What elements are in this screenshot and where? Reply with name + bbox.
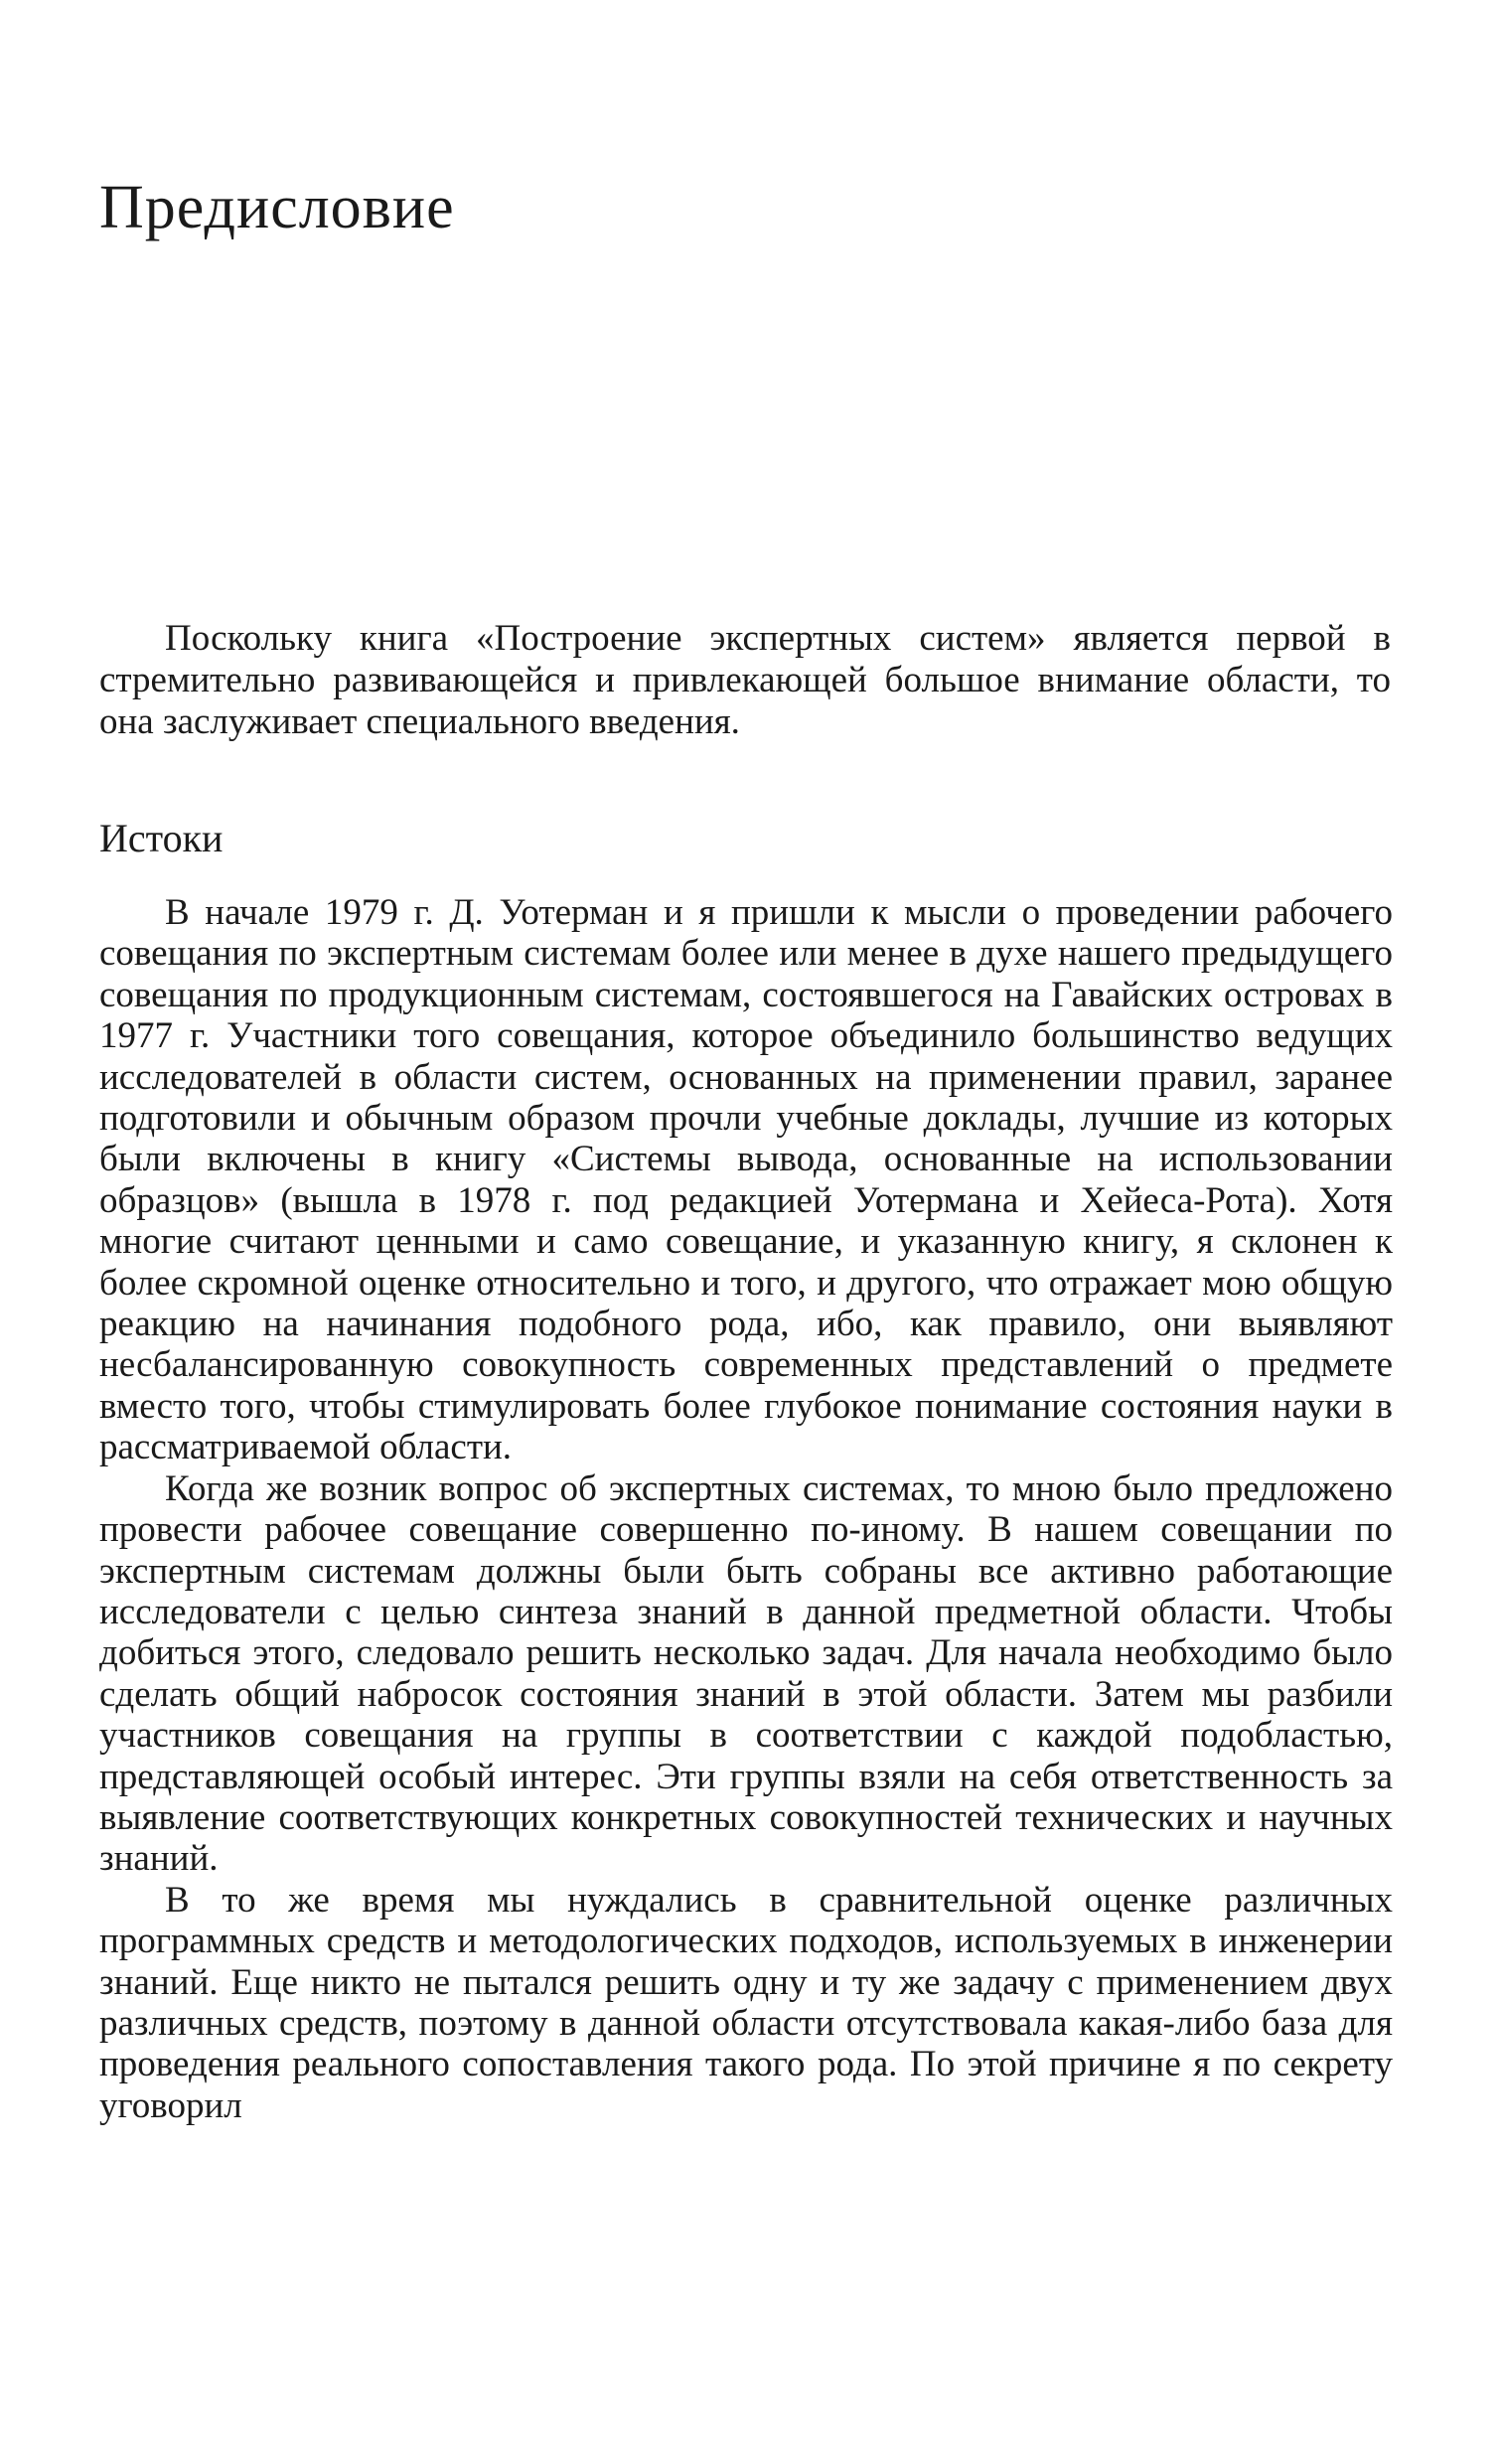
section-heading: Истоки xyxy=(99,816,224,860)
paragraph-1: В начале 1979 г. Д. Уотерман и я пришли к мысли о проведении рабочего совещания по экспертным системам более или менее в духе нашего предыдущего совещания по продукционным системам, состоявшегося на Гавайских островах в 1977 г. Участники того совещания, которое объединило большинство ведущих исследователей в области систем, основанных на применении правил, заранее подготовили и обычным образом прочли учебные доклады, лучшие из которых были включены в книгу «Системы вывода, основанные на использовании образцов» (вышла в 1978 г. под редакцией Уотермана и Хейеса-Рота). Хотя многие считают ценными и само совещание, и указанную книгу, я склонен к более скромной оценке относительно и того, и другого, что отражает мою общую реакцию на начинания подобного рода, ибо, как правило, они выявляют несбалансированную совокупность современных представлений о предмете вместо того, чтобы стимулировать более глубокое понимание состояния науки в рассматриваемой области. xyxy=(99,892,1393,1468)
section-body xyxy=(99,892,1393,2126)
paragraph-2: Когда же возник вопрос об экспертных системах, то мною было предложено провести рабочее совещание совершенно по-иному. В нашем совещании по экспертным системам должны были быть собраны все активно работающие исследователи с целью синтеза знаний в данной предметной области. Чтобы добиться этого, следовало решить несколько задач. Для начала необходимо было сделать общий набросок состояния знаний в этой области. Затем мы разбили участников совещания на группы в соответствии с каждой подобластью, представляющей особый интерес. Эти группы взяли на себя ответственность за выявление соответствующих конкретных совокупностей технических и научных знаний. xyxy=(99,1467,1393,1880)
paragraph-3: В то же время мы нуждались в сравнительной оценке различных программных средств и методологических подходов, используемых в инженерии знаний. Еще никто не пытался решить одну и ту же задачу с применением двух различных средств, поэтому в данной области отсутствовала какая-либо база для проведения реального сопоставления такого рода. По этой причине я по секрету уговорил xyxy=(99,1879,1393,2126)
intro-paragraph: Поскольку книга «Построение экспертных систем» является первой в стремительно развивающейся и привлекающей большое внимание области, то она заслуживает специального введения. xyxy=(99,618,1391,742)
page-title: Предисловие xyxy=(99,174,455,241)
